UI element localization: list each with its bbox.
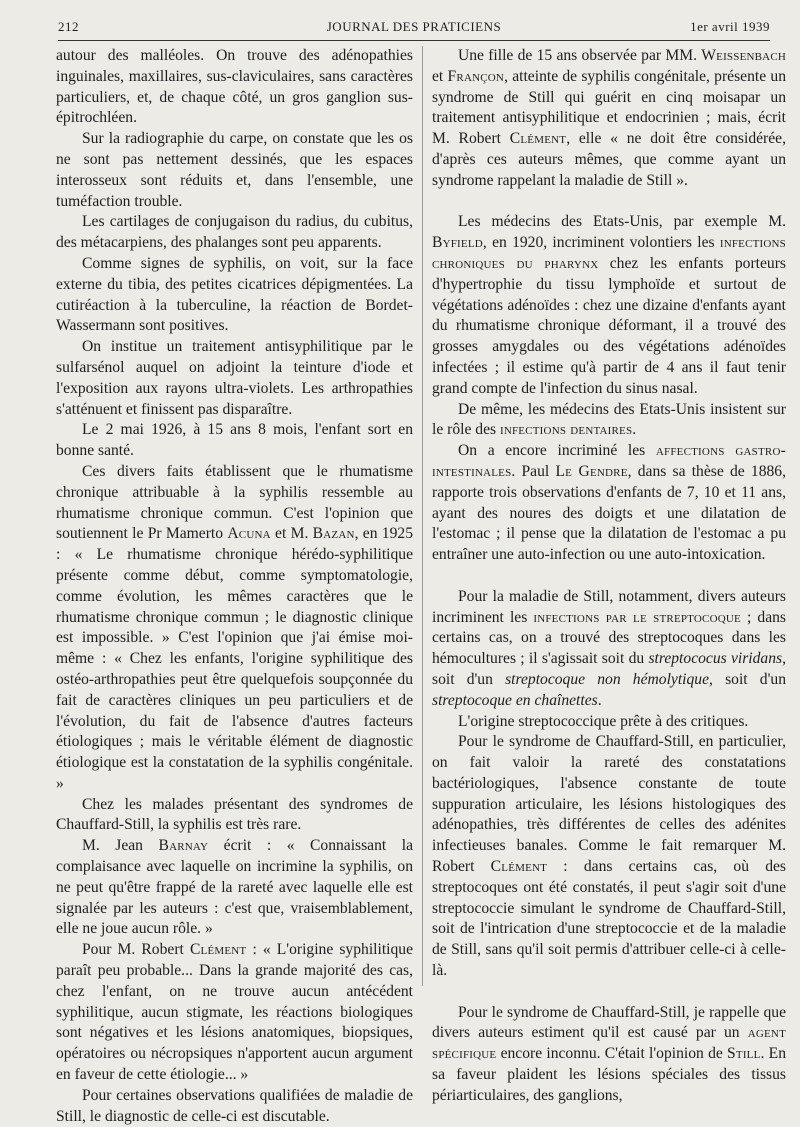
paragraph (432, 732, 786, 982)
text-run: et (432, 67, 448, 85)
small-caps-text: Clément (509, 130, 567, 148)
small-caps-text: Weissenbach (701, 47, 786, 64)
text-run: Une fille de 15 ans observée par MM. (458, 47, 702, 64)
text-run: L'origine streptococcique prête à des critiques. (458, 712, 749, 730)
text-run: Le 2 mai 1926, à 15 ans 8 mois, l'enfant sort en bonne santé. (56, 421, 413, 460)
right-column (432, 46, 786, 1107)
text-run: Les cartilages de conjugaison du radius, du cubitus, des métacarpiens, des phalanges sont peu apparents. (56, 213, 413, 252)
text-run: Pour le syndrome de Chauffard-Still, je rappelle que divers auteurs estiment qu'il est causé par un (432, 1003, 786, 1042)
italic-text: streptocoque en chaînettes (432, 691, 598, 709)
column-divider (422, 46, 423, 986)
text-run: Comme signes de syphilis, on voit, sur la face externe du tibia, des petites cicatrices dépigmentées. La cutiréaction à la tuberculine, la réaction de Bordet-Wassermann sont positives. (56, 254, 413, 335)
text-run: On a encore incriminé les (458, 442, 656, 460)
paragraph (56, 420, 413, 462)
small-caps-text: Clément (189, 941, 247, 959)
paragraph (56, 129, 413, 212)
small-caps-text: Bazan (312, 525, 355, 543)
text-run: encore inconnu. C'était l'opinion de (496, 1045, 728, 1063)
paragraph (432, 400, 786, 442)
small-caps-text: Still (727, 1045, 761, 1063)
page-number: 212 (58, 19, 79, 34)
text-run: . (632, 421, 637, 439)
text-run: . Paul (511, 462, 556, 480)
paragraph (432, 46, 786, 192)
paragraph (56, 836, 413, 940)
small-caps-text: Françon (447, 67, 505, 85)
text-run: et M. (270, 525, 313, 543)
text-run: chez les enfants porteurs d'hypertrophie du tissu lymphoïde et surtout de végétations adénoïdes : chez une dizaine d'enfants ayant du rhumatisme chronique déformant, il a trouvé des grosses amygdales ou des végétations adénoïdes infectées ; il estime qu'à partir de 4 ans il faut tenir grand compte de l'infection du sinus nasal. (432, 254, 786, 397)
italic-text: streptocoque non hémolytique (505, 670, 710, 688)
paragraph (432, 441, 786, 566)
text-run: autour des malléoles. On trouve des adénopathies inguinales, maxillaires, sus-claviculaires, sans caractères particuliers, et, de chaque côté, un gros ganglion sus-épitrochléen. (56, 47, 413, 127)
paragraph (432, 587, 786, 712)
paragraph (432, 712, 786, 733)
paragraph (56, 212, 413, 254)
small-caps-text: infections par le streptocoque (533, 608, 741, 626)
text-run: On institue un traitement antisyphilitique par le sulfarsénol auquel on adjoint la teinture d'iode et l'exposition aux rayons ultra-violets. Les arthropathies s'atténuent et finissent pas disparaître. (56, 338, 413, 418)
text-run: , en 1925 : « Le rhumatisme chronique hérédo-syphilitique présente comme début, comme symptomatologie, comme évolution, les mêmes caractères que le rhumatisme chronique commun ; le diagnostic clinique est impossible. » C'est l'opinion que j'ai émise moi-même : « Chez les enfants, l'origine syphilitique des ostéo-arthropathies peut être quelquefois soupçonnée du fait de caractères cliniques un peu particuliers et de l'évolution, du fait de l'absence d'autres facteurs étiologiques ; mais le véritable élément de diagnostic étiologique est la constatation de la syphilis congénitale. » (56, 525, 413, 792)
text-run: , soit d'un (432, 650, 786, 688)
text-run: écrit : « Connaissant la complaisance avec laquelle on incrimine la syphilis, on ne peut qu'être frappé de la rareté avec laquelle elle est signalée par les auteurs : c'est que, vraisemblablement, elle ne joue aucun rôle. » (56, 837, 413, 938)
issue-date: 1er avril 1939 (690, 19, 770, 34)
paragraph (56, 337, 413, 420)
small-caps-text: infections chroniques du pharynx (432, 234, 786, 272)
text-run: Sur la radiographie du carpe, on constate que les os ne sont pas nettement dessinés, que les espaces interosseux sont réduits et, dans l'ensemble, une tuméfaction trouble. (56, 130, 413, 210)
paragraph (56, 254, 413, 337)
paragraph (56, 795, 413, 837)
paragraph (432, 1003, 786, 1107)
italic-text: streptococus viridans (648, 650, 783, 668)
text-run: De même, les médecins des Etats-Unis insistent sur le rôle des (432, 400, 786, 439)
text-run: , atteinte de syphilis congénitale, présente un syndrome de Still qui guérit en cinq moisapar un traitement antisyphilitique et endocrinien ; mais, écrit M. Robert (432, 67, 786, 148)
text-run: M. Jean (82, 837, 159, 855)
small-caps-text: Acuna (227, 525, 271, 543)
paragraph (56, 462, 413, 795)
paragraph (432, 212, 786, 399)
small-caps-text: agent spécifique (432, 1024, 786, 1063)
small-caps-text: Le Gendre (555, 462, 628, 480)
small-caps-text: Barnay (158, 837, 209, 855)
small-caps-text: infections dentaires (499, 421, 633, 439)
text-run: Ces divers faits établissent que le rhumatisme chronique attribuable à la syphilis ressemble au rhumatisme chronique commun. C'est l'opinion que soutiennent le Pr Mamerto (56, 462, 413, 543)
small-caps-text: Byfield (432, 234, 483, 252)
text-run: Pour le syndrome de Chauffard-Still, en particulier, on fait valoir la rareté des constatations bactériologiques, l'absence constante de toute suppuration articulaire, les lésions histologiques des adénopathies, très différentes de celles des adénites infectieuses banales. Comme le fait remarquer M. Robert (432, 733, 786, 876)
text-run: : « L'origine syphilitique paraît peu probable... Dans la grande majorité des cas, chez l'enfant, on ne trouve aucun antécédent syphilitique, aucun stigmate, les réactions biologiques sont négatives et les lésions anatomiques, biopsiques, opératoires ou nécropsiques n'apportent aucun argument en faveur de cette étiologie... » (56, 941, 414, 1084)
paragraph (56, 46, 413, 129)
text-run: Pour M. Robert (82, 941, 190, 959)
text-run: ; dans certains cas, on a trouvé des streptocoques dans les hémocultures ; il s'agissait soit du (432, 608, 786, 668)
journal-title: JOURNAL DES PRATICIENS (326, 19, 502, 34)
paragraph (56, 940, 413, 1086)
paragraph (56, 1086, 413, 1127)
text-run: Chez les malades présentant des syndromes de Chauffard-Still, la syphilis est très rare. (56, 795, 413, 834)
text-run: , soit d'un (709, 670, 786, 688)
text-run: . (597, 691, 602, 709)
small-caps-text: Clément (490, 858, 548, 876)
text-run: Les médecins des Etats-Unis, par exemple M. (458, 213, 786, 231)
running-header (58, 14, 770, 41)
text-run: Pour la maladie de Still, notamment, divers auteurs incriminent les (432, 587, 786, 626)
text-run: , dans sa thèse de 1886, rapporte trois observations d'enfants de 7, 10 et 11 ans, ayant des noures des doigts et une dilatation de l'estomac ; il pense que la dilatation de l'estomac a pu entraîner une auto-infection ou une auto-intoxication. (432, 462, 786, 564)
left-column (56, 46, 413, 1127)
text-run: Pour certaines observations qualifiées de maladie de Still, le diagnostic de celle-ci est discutable. (56, 1086, 413, 1125)
text-run: , en 1920, incriminent volontiers les (482, 234, 720, 252)
text-run: . En sa faveur plaident les lésions spéciales des tissus périarticulaires, des ganglions, (432, 1045, 786, 1104)
text-run: , elle « ne doit être considérée, d'après ces auteurs mêmes, que comme ayant un syndrome rappelant la maladie de Still ». (432, 130, 786, 189)
small-caps-text: affections gastro-intestinales (432, 442, 786, 480)
text-run: : dans certains cas, où des streptocoques ont été constatés, il peut s'agir soit d'une streptococcie simulant le syndrome de Chauffard-Still, soit de l'intrication d'une streptococcie et de la maladie de Still, sans qu'il soit permis d'attribuer celle-ci à celle-là. (432, 858, 787, 980)
